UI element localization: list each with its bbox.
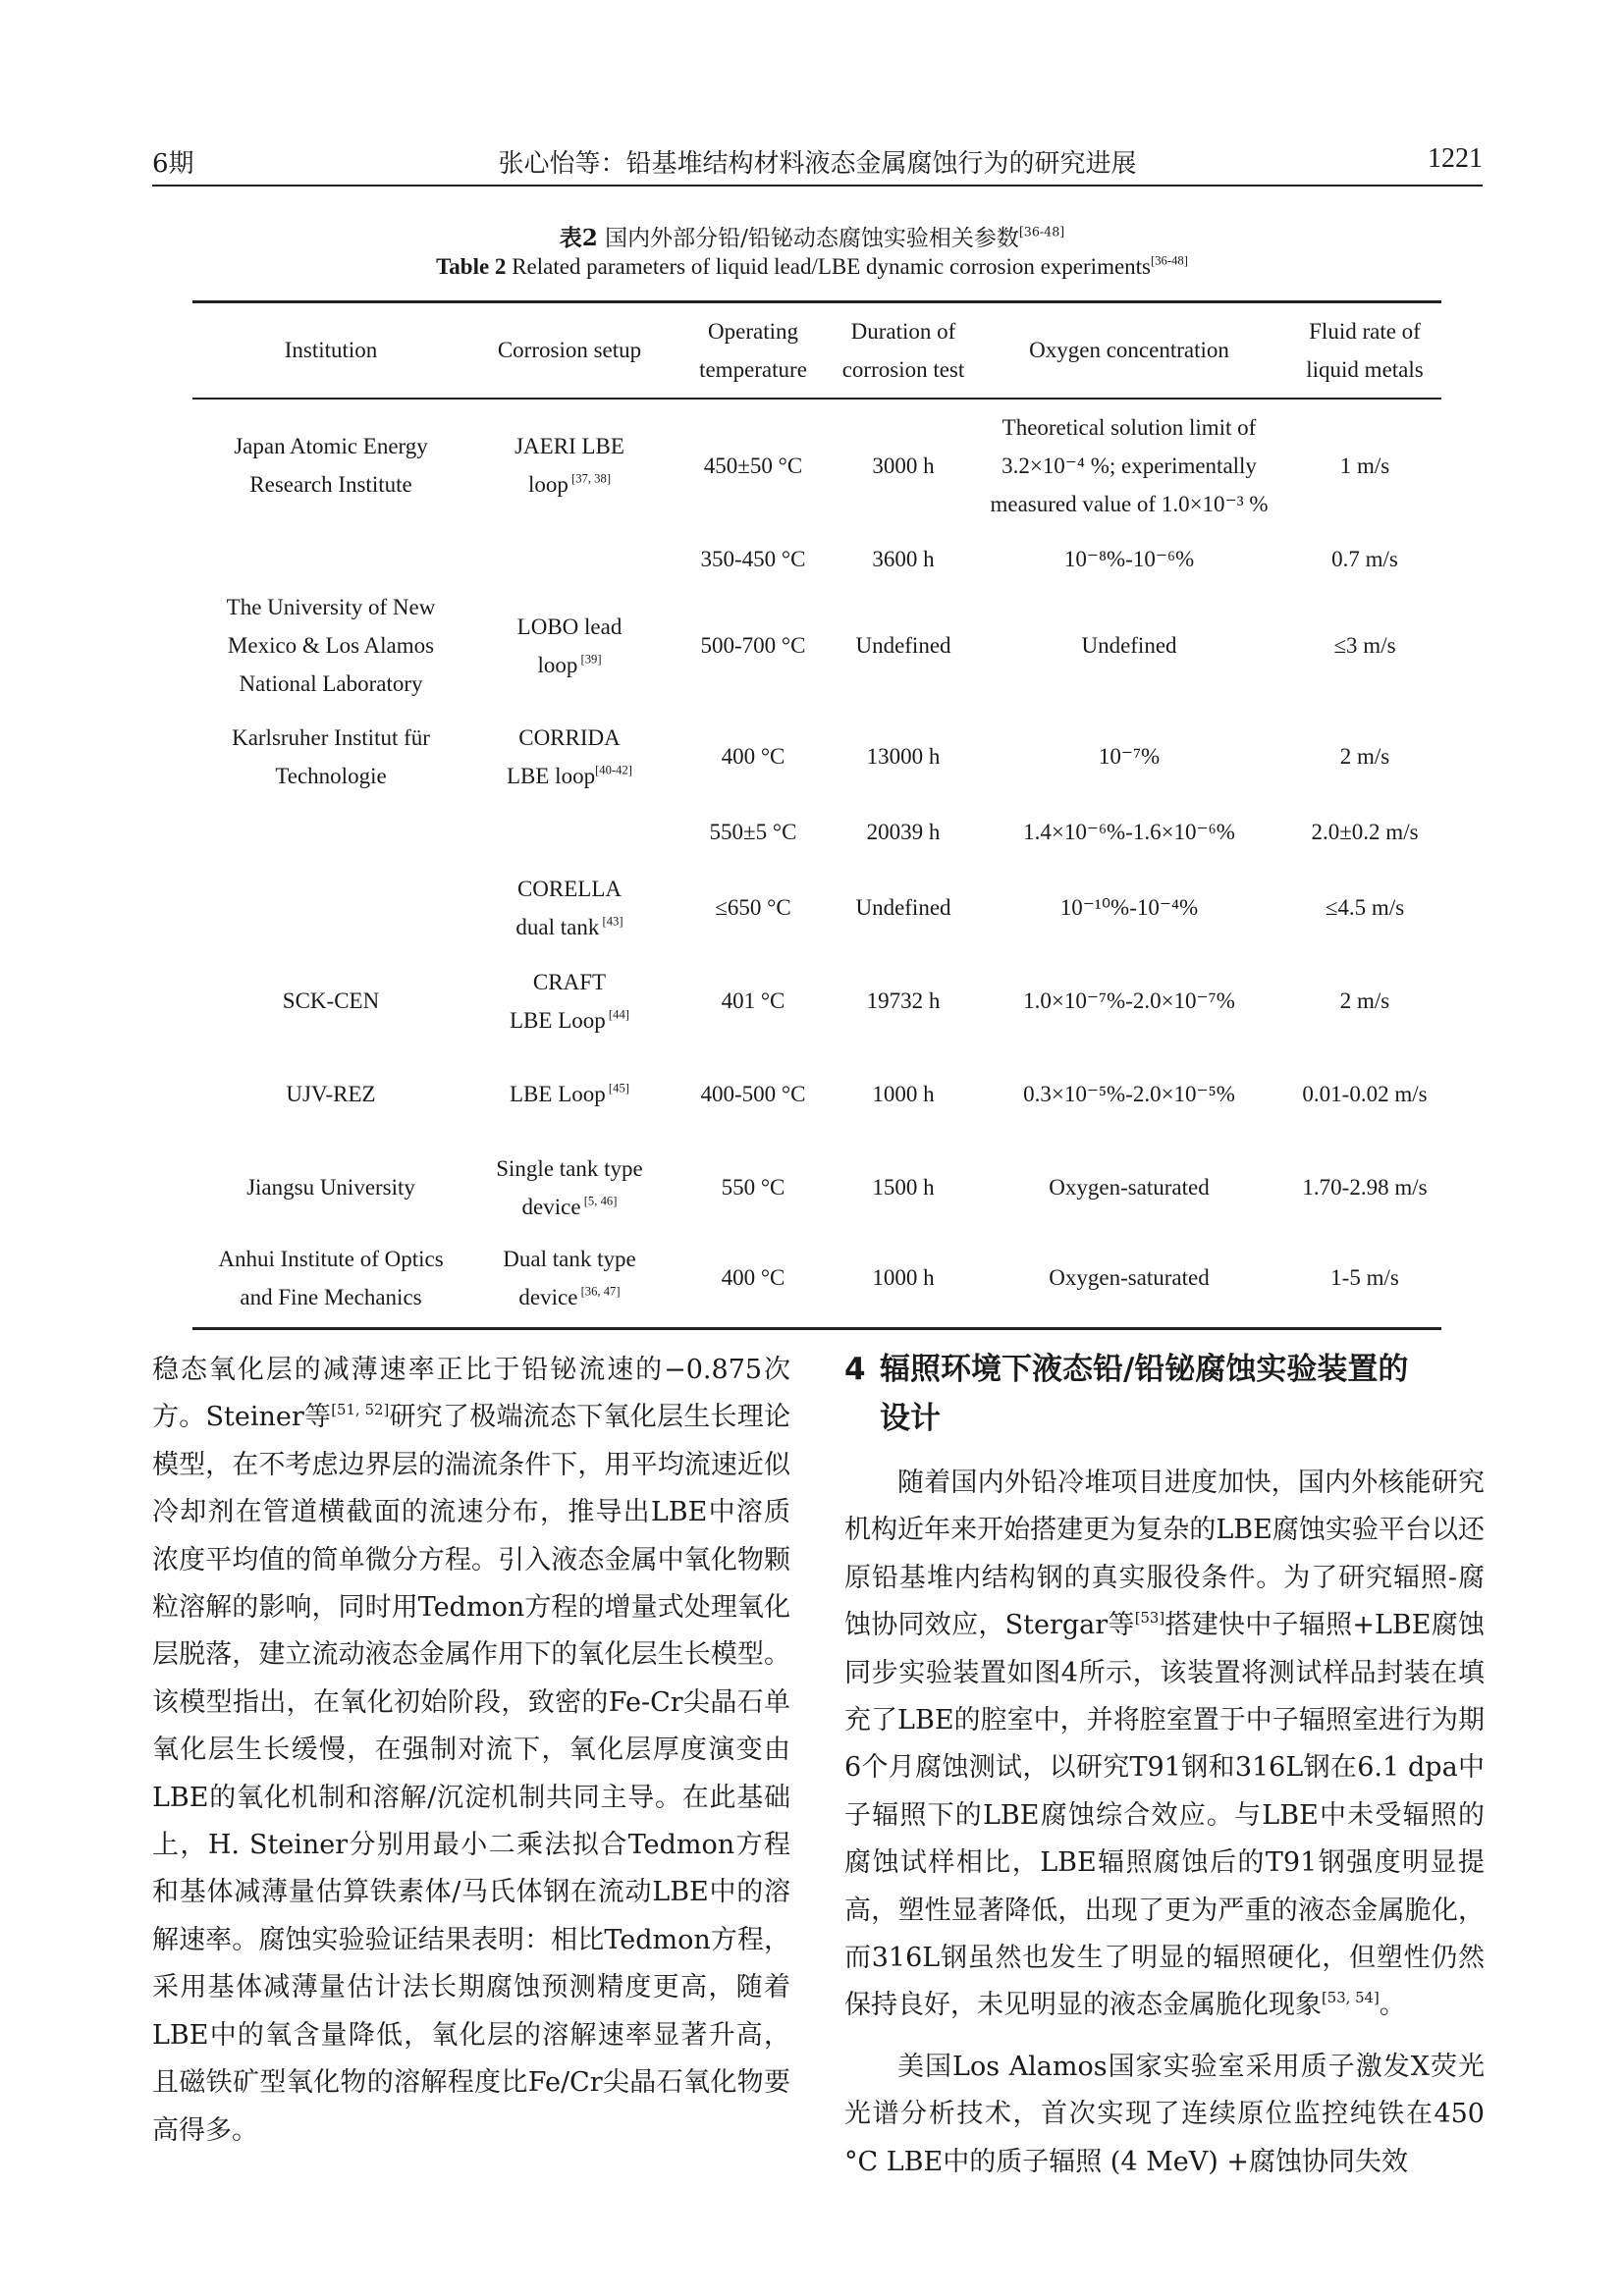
cell-operating-temperature: 400 °C — [670, 1229, 837, 1329]
cell-institution: Jiangsu University — [246, 1175, 415, 1200]
cell-duration: Undefined — [855, 633, 951, 658]
table-caption-en — [0, 254, 1624, 280]
table-row — [192, 960, 1441, 1042]
cell-oxygen-concentration: 10⁻¹⁰%-10⁻⁴% — [1059, 895, 1199, 920]
cell-fluid-rate: 1.70-2.98 m/s — [1302, 1175, 1428, 1200]
cell-oxygen-concentration: 1.4×10⁻⁶%-1.6×10⁻⁶% — [1023, 820, 1235, 844]
cell-operating-temperature: 400-500 °C — [700, 1082, 806, 1106]
header-fluid-rate: Fluid rate of liquid metals — [1288, 302, 1441, 399]
left-paragraph: 稳态氧化层的减薄速率正比于铅铋流速的−0.875次方。Steiner等[51, 52]研究了极端流态下氧化层生长理论模型，在不考虑边界层的湍流条件下，用平均流速近似冷却剂在管道横截面的流速分布，推导出LBE中溶质浓度平均值的简单微分方程。引入液态金属中氧化物颗粒溶解的影响，同时用Tedmon方程的增量式处理氧化层脱落，建立流动液态金属作用下的氧化层生长模型。该模型指出，在氧化初始阶段，致密的Fe-Cr尖晶石单氧化层生长缓慢，在强制对流下，氧化层厚度演变由LBE的氧化机制和溶解/沉淀机制共同主导。在此基础上，H. Steiner分别用最小二乘法拟合Tedmon方程和基体减薄量估算铁素体/马氏体钢在流动LBE中的溶解速率。腐蚀实验验证结果表明：相比Tedmon方程，采用基体减薄量估计法长期腐蚀预测精度更高，随着LBE中的氧含量降低，氧化层的溶解速率显著升高，且磁铁矿型氧化物的溶解程度比Fe/Cr尖晶石氧化物要高得多。 — [152, 1355, 790, 2146]
issue-number: 6期 — [152, 149, 194, 179]
cell-duration: 13000 h — [866, 744, 941, 769]
cell-oxygen-concentration: 10⁻⁸%-10⁻⁶% — [1063, 547, 1195, 571]
cell-oxygen-concentration: 0.3×10⁻⁵%-2.0×10⁻⁵% — [1023, 1082, 1235, 1106]
running-header — [152, 137, 1483, 187]
table-row — [192, 1229, 1441, 1329]
cell-corrosion-setup: CORELLA dual tank [43] — [515, 876, 623, 939]
cell-operating-temperature: 550 °C — [721, 1175, 785, 1200]
header-oxygen-concentration: Oxygen concentration — [970, 302, 1288, 399]
cell-duration: Undefined — [855, 895, 951, 920]
table-title-en: Related parameters of liquid lead/LBE dynamic corrosion experiments — [512, 254, 1152, 279]
table-title-zh: 国内外部分铅/铅铋动态腐蚀实验相关参数 — [605, 226, 1019, 251]
table-label-zh: 表2 — [559, 225, 598, 251]
cell-institution — [192, 856, 469, 960]
cell-operating-temperature: 350-450 °C — [700, 547, 806, 571]
header-corrosion-setup: Corrosion setup — [469, 302, 670, 399]
cell-duration: 1000 h — [872, 1082, 935, 1106]
cell-fluid-rate: 2.0±0.2 m/s — [1311, 820, 1419, 844]
citation: [45] — [605, 1081, 629, 1095]
cell-operating-temperature: 550±5 °C — [709, 820, 797, 844]
table-label-en: Table 2 — [436, 254, 507, 279]
cell-oxygen-concentration: Oxygen-saturated — [970, 1229, 1288, 1329]
header-duration: Duration of corrosion test — [837, 302, 970, 399]
cell-institution: SCK-CEN — [282, 988, 380, 1013]
cell-operating-temperature: ≤650 °C — [715, 895, 791, 920]
citation: [39] — [577, 652, 602, 667]
section-title-line2: 设计 — [880, 1401, 941, 1436]
table-ref-en: [36-48] — [1151, 253, 1188, 268]
cell-operating-temperature: 500-700 °C — [700, 633, 806, 658]
cell-corrosion-setup: CORRIDA LBE loop[40-42] — [506, 724, 632, 788]
citation: [43] — [599, 914, 623, 929]
cell-fluid-rate: ≤4.5 m/s — [1325, 895, 1405, 920]
table-row — [192, 856, 1441, 960]
cell-fluid-rate: 0.7 m/s — [1331, 547, 1398, 571]
table-row — [192, 532, 1441, 587]
cell-institution: Japan Atomic Energy Research Institute — [234, 434, 428, 497]
right-column — [844, 1460, 1485, 2186]
citation: [40-42] — [595, 763, 632, 777]
table-header-row — [192, 302, 1441, 399]
cell-institution: Karlsruher Institut für Technologie — [232, 724, 430, 788]
cell-corrosion-setup: JAERI LBE loop [37, 38] — [514, 434, 624, 497]
right-paragraph-1: 随着国内外铅冷堆项目进度加快，国内外核能研究机构近年来开始搭建更为复杂的LBE腐蚀实验平台以还原铅基堆内结构钢的真实服役条件。为了研究辐照-腐蚀协同效应，Stergar等[53]搭建快中子辐照+LBE腐蚀同步实验装置如图4所示，该装置将测试样品封装在填充了LBE的腔室中，并将腔室置于中子辐照室进行为期6个月腐蚀测试，以研究T91钢和316L钢在6.1 dpa中子辐照下的LBE腐蚀综合效应。与LBE中未受辐照的腐蚀试样相比，LBE辐照腐蚀后的T91钢强度明显提高，塑性显著降低，出现了更为严重的液态金属脆化，而316L钢虽然也发生了明显的辐照硬化，但塑性仍然保持良好，未见明显的液态金属脆化现象[53, 54]。 — [844, 1468, 1485, 2021]
left-column — [152, 1347, 790, 2155]
cell-institution: UJV-REZ — [286, 1082, 376, 1106]
cell-institution: The University of New Mexico & Los Alamos National Laboratory — [226, 595, 436, 696]
cell-duration: 3000 h — [872, 453, 935, 478]
citation: [36, 47] — [577, 1284, 621, 1299]
table-caption-zh — [0, 220, 1624, 252]
cell-duration: 3600 h — [872, 547, 935, 571]
cell-fluid-rate: 1-5 m/s — [1288, 1229, 1441, 1329]
cell-institution — [192, 532, 469, 587]
citation: [53, 54] — [1322, 1989, 1380, 2007]
header-operating-temperature: Operating temperature — [670, 302, 837, 399]
citation: [5, 46] — [580, 1194, 618, 1208]
table-row — [192, 809, 1441, 856]
table-row — [192, 1147, 1441, 1229]
cell-operating-temperature: 401 °C — [721, 988, 785, 1013]
section-title-line1: 辐照环境下液态铅/铅铋腐蚀实验装置的 — [880, 1352, 1409, 1387]
cell-fluid-rate: 1 m/s — [1339, 453, 1390, 478]
cell-fluid-rate: 0.01-0.02 m/s — [1302, 1082, 1428, 1106]
cell-duration: 20039 h — [866, 820, 941, 844]
cell-operating-temperature: 400 °C — [721, 744, 785, 769]
table-row — [192, 705, 1441, 809]
cell-corrosion-setup: LBE Loop [45] — [510, 1081, 629, 1106]
section-number: 4 — [844, 1352, 866, 1387]
header-institution: Institution — [192, 302, 469, 399]
page-number: 1221 — [1428, 143, 1483, 174]
running-title: 张心怡等：铅基堆结构材料液态金属腐蚀行为的研究进展 — [498, 149, 1137, 179]
citation: [53] — [1134, 1609, 1165, 1628]
cell-corrosion-setup: CRAFT LBE Loop [44] — [510, 969, 629, 1033]
cell-operating-temperature: 450±50 °C — [703, 453, 803, 478]
cell-duration: 1000 h — [837, 1229, 970, 1329]
section-heading — [844, 1345, 1485, 1443]
cell-fluid-rate: 2 m/s — [1339, 988, 1390, 1013]
cell-oxygen-concentration: Theoretical solution limit of 3.2×10⁻⁴ %; experimentally measured value of 1.0×10⁻³ % — [990, 414, 1269, 516]
citation: [44] — [605, 1007, 629, 1022]
citation: [37, 38] — [568, 471, 612, 486]
cell-fluid-rate: 2 m/s — [1339, 744, 1390, 769]
cell-oxygen-concentration: 10⁻⁷% — [1098, 744, 1161, 769]
citation: [51, 52] — [331, 1401, 390, 1419]
cell-oxygen-concentration: Undefined — [1081, 633, 1177, 658]
cell-fluid-rate: ≤3 m/s — [1333, 633, 1396, 658]
cell-oxygen-concentration: Oxygen-saturated — [1049, 1175, 1210, 1200]
cell-institution: Anhui Institute of Optics and Fine Mechanics — [192, 1229, 469, 1329]
table-row — [192, 399, 1441, 532]
cell-institution — [192, 809, 469, 856]
table-ref-zh: [36-48] — [1018, 224, 1065, 240]
cell-duration: 1500 h — [872, 1175, 935, 1200]
cell-corrosion-setup: Dual tank type device [36, 47] — [469, 1229, 670, 1329]
cell-duration: 19732 h — [866, 988, 941, 1013]
cell-corrosion-setup — [469, 532, 670, 587]
cell-oxygen-concentration: 1.0×10⁻⁷%-2.0×10⁻⁷% — [1023, 988, 1235, 1013]
parameters-table — [192, 300, 1441, 1330]
cell-corrosion-setup: Single tank type device [5, 46] — [496, 1155, 643, 1219]
right-paragraph-2: 美国Los Alamos国家实验室采用质子激发X荧光光谱分析技术，首次实现了连续原位监控纯铁在450 °C LBE中的质子辐照 (4 MeV) +腐蚀协同失效 — [844, 2051, 1485, 2177]
cell-corrosion-setup: LOBO lead loop [39] — [516, 614, 623, 677]
cell-corrosion-setup — [469, 809, 670, 856]
table-row — [192, 587, 1441, 705]
table-row — [192, 1042, 1441, 1147]
